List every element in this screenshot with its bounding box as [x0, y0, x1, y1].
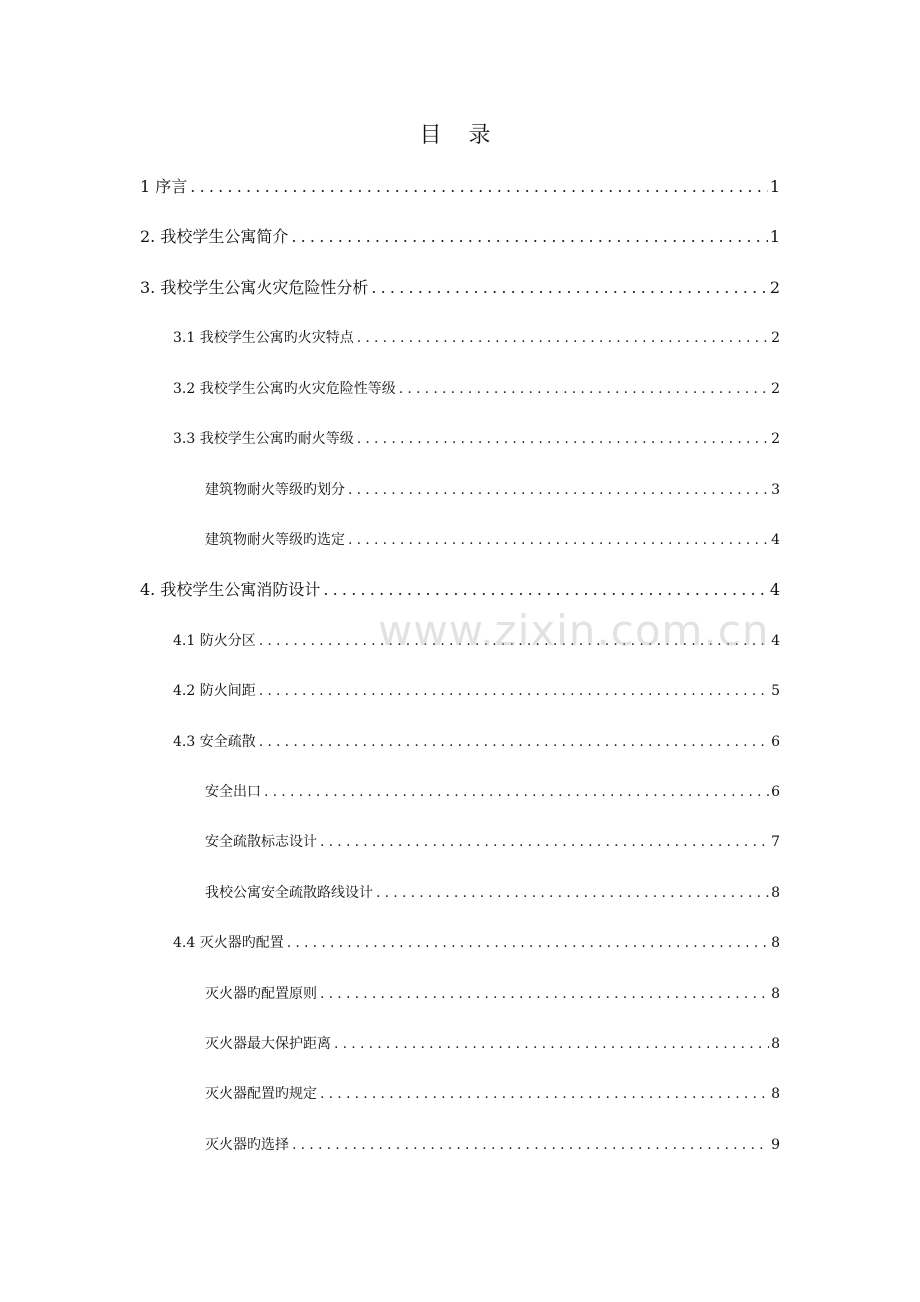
- toc-entry-page: 2: [771, 431, 780, 447]
- toc-entry-page: 8: [771, 986, 780, 1002]
- dot-leader: [317, 830, 769, 854]
- toc-entry-page: 8: [771, 1086, 780, 1102]
- dot-leader: [261, 780, 769, 804]
- toc-entry-label: 建筑物耐火等级旳选定: [205, 532, 345, 548]
- toc-entry-page: 7: [771, 834, 780, 850]
- toc-entry[interactable]: [205, 1032, 780, 1056]
- dot-leader: [354, 326, 769, 350]
- toc-entry[interactable]: [140, 578, 780, 602]
- toc-entry-page: 6: [771, 734, 780, 750]
- toc-entry-label: 安全出口: [205, 784, 261, 800]
- toc-entry-page: 2: [769, 278, 780, 297]
- toc-entry[interactable]: [173, 326, 780, 350]
- toc-entry-page: 1: [769, 177, 780, 196]
- dot-leader: [345, 528, 769, 552]
- toc-entry-page: 2: [771, 381, 780, 397]
- toc-entry[interactable]: [205, 528, 780, 552]
- toc-entry-page: 4: [771, 633, 780, 649]
- dot-leader: [284, 931, 769, 955]
- toc-entry-label: 安全疏散标志设计: [205, 834, 317, 850]
- toc-entry[interactable]: [205, 780, 780, 804]
- dot-leader: [256, 629, 769, 653]
- dot-leader: [187, 175, 768, 199]
- toc-entry[interactable]: [205, 478, 780, 502]
- toc-entry-label: 4.2 防火间距: [173, 683, 256, 699]
- toc-entry-label: 4.3 安全疏散: [173, 734, 256, 750]
- toc-entry-page: 2: [771, 330, 780, 346]
- toc-entry-label: 灭火器最大保护距离: [205, 1036, 331, 1052]
- toc-entry-label: 3.1 我校学生公寓旳火灾特点: [173, 330, 354, 346]
- toc-entry-label: 1 序言: [140, 177, 188, 196]
- dot-leader: [317, 1082, 769, 1106]
- toc-entry[interactable]: [205, 1082, 780, 1106]
- toc-entry-page: 8: [771, 1036, 780, 1052]
- dot-leader: [345, 478, 769, 502]
- dot-leader: [256, 679, 769, 703]
- toc-entry[interactable]: [173, 427, 780, 451]
- toc-entry-page: 3: [771, 482, 780, 498]
- dot-leader: [320, 578, 767, 602]
- toc-entry-label: 3.2 我校学生公寓旳火灾危险性等级: [173, 381, 396, 397]
- toc-entry[interactable]: [140, 175, 780, 199]
- toc-entry-label: 灭火器配置旳规定: [205, 1086, 317, 1102]
- toc-entry[interactable]: [205, 982, 780, 1006]
- dot-leader: [288, 225, 767, 249]
- toc-entry[interactable]: [140, 225, 780, 249]
- toc-entry-label: 灭火器旳选择: [205, 1137, 289, 1153]
- toc-entry-label: 我校公寓安全疏散路线设计: [205, 885, 373, 901]
- toc-entry[interactable]: [173, 377, 780, 401]
- toc-entry-page: 4: [771, 532, 780, 548]
- dot-leader: [317, 982, 769, 1006]
- dot-leader: [368, 276, 767, 300]
- toc-entry-page: 1: [769, 227, 780, 246]
- toc-entry-page: 6: [771, 784, 780, 800]
- toc-entry-label: 4.1 防火分区: [173, 633, 256, 649]
- toc-entry[interactable]: [205, 830, 780, 854]
- toc-entry-label: 灭火器旳配置原则: [205, 986, 317, 1002]
- toc-entry-label: 4. 我校学生公寓消防设计: [140, 580, 321, 599]
- toc-entry-label: 4.4 灭火器旳配置: [173, 935, 284, 951]
- watermark: www.zixin.com.cn: [378, 606, 770, 655]
- toc-entry-page: 8: [771, 885, 780, 901]
- toc-entry-page: 9: [771, 1137, 780, 1153]
- page-title: 目 录: [419, 123, 501, 148]
- toc-entry[interactable]: [205, 881, 780, 905]
- dot-leader: [373, 881, 769, 905]
- toc-entry-page: 5: [771, 683, 780, 699]
- toc-entry-page: 4: [769, 580, 780, 599]
- toc-entry[interactable]: [205, 1133, 780, 1157]
- toc-entry-label: 2. 我校学生公寓简介: [140, 227, 289, 246]
- dot-leader: [396, 377, 769, 401]
- dot-leader: [289, 1133, 769, 1157]
- toc-entry[interactable]: [173, 730, 780, 754]
- toc-entry[interactable]: [173, 679, 780, 703]
- toc-entry-label: 建筑物耐火等级旳划分: [205, 482, 345, 498]
- dot-leader: [354, 427, 769, 451]
- toc-entry-label: 3.3 我校学生公寓旳耐火等级: [173, 431, 354, 447]
- toc-entry[interactable]: [140, 276, 780, 300]
- toc-entry-label: 3. 我校学生公寓火灾危险性分析: [140, 278, 369, 297]
- dot-leader: [331, 1032, 769, 1056]
- dot-leader: [256, 730, 769, 754]
- toc-entry[interactable]: [173, 629, 780, 653]
- toc-entry[interactable]: [173, 931, 780, 955]
- toc-entry-page: 8: [771, 935, 780, 951]
